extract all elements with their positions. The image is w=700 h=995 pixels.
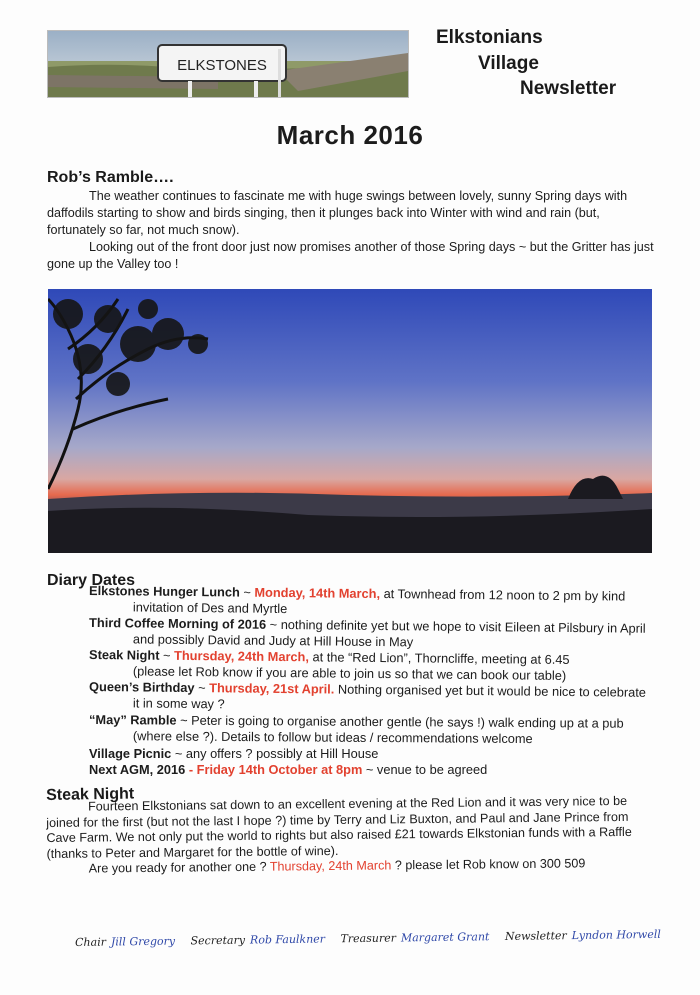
steak-line-3: Cave Farm. We not only put the world to rights but also raised £21 towards Elkstonian funds with a Raffle [46,824,632,845]
steak-line-5: Are you ready for another one ? Thursday, 24th March ? please let Rob know on 300 509 [88,856,586,876]
diary-list [89,582,669,778]
page-title: March 2016 [276,120,424,150]
newsletter-editor-name: Lyndon Horwell [571,927,661,943]
steak-body [46,794,667,878]
steak-line-4: (thanks to Peter and Margaret for the bottle of wine). [46,843,339,861]
sunset-photo [48,289,652,553]
ramble-paragraph-2: Looking out of the front door just now promises another of those Spring days ~ but the Gritter has just gone up the Valley too ! [47,240,654,271]
steak-line-2: joined for the first (but not the last I hope ?) time by Terry and Liz Buxton, and Paul and Jane Prince from [46,809,629,830]
steak-line-1: Fourteen Elkstonians sat down to an excellent evening at the Red Lion and it was very nice to be [87,793,628,814]
treasurer-name: Margaret Grant [400,930,490,945]
masthead-line-1: Elkstonians [436,27,543,48]
diary-item-steak-night: Steak Night ~ Thursday, 24th March, at the “Red Lion”, Thorncliffe, meeting at 6.45 (please let Rob know if you are able to join us so that we can book our table) [89,646,570,683]
banner-photo [47,30,409,98]
secretary-name: Rob Faulkner [249,932,326,947]
committee-footer: Chair Jill Gregory Secretary Rob Faulkner Treasurer Margaret Grant Newsletter Lyndon Horwell [75,927,661,949]
ramble-body [47,188,657,273]
diary-heading: Diary Dates [47,572,136,589]
sign-text: ELKSTONES [177,57,267,74]
masthead-line-3: Newsletter [520,78,617,99]
diary-item-queens-birthday: Queen’s Birthday ~ Thursday, 21st April. Nothing organised yet but it would be nice to celebrate it in some way ? [89,678,646,712]
ramble-heading: Rob’s Ramble…. [47,169,174,186]
steak-heading: Steak Night [46,785,135,804]
masthead-line-2: Village [478,53,539,74]
diary-item-may-ramble: “May” Ramble ~ Peter is going to organise another gentle (he says !) walk ending up at a pub (where else ?). Details to follow but ideas / recommendations welcome [89,711,624,747]
diary-item-hunger-lunch: Elkstones Hunger Lunch ~ Monday, 14th March, at Townhead from 12 noon to 2 pm by kind invitation of Des and Myrtle [89,582,626,617]
diary-item-coffee-morning: Third Coffee Morning of 2016 ~ nothing definite yet but we hope to visit Eileen at Pilsbury in April and possibly David and Judy at Hill House in May [89,614,646,650]
diary-item-village-picnic: Village Picnic ~ any offers ? possibly at Hill House [89,746,379,761]
ramble-paragraph-1: The weather continues to fascinate me with huge swings between lovely, sunny Spring days with daffodils starting to show and birds singing, then it plunges back into Winter with wind and rain (but, fortunately so far, not much snow). [47,189,628,237]
chair-name: Jill Gregory [110,934,176,949]
diary-item-next-agm: Next AGM, 2016 - Friday 14th October at 8pm ~ venue to be agreed [89,762,488,777]
